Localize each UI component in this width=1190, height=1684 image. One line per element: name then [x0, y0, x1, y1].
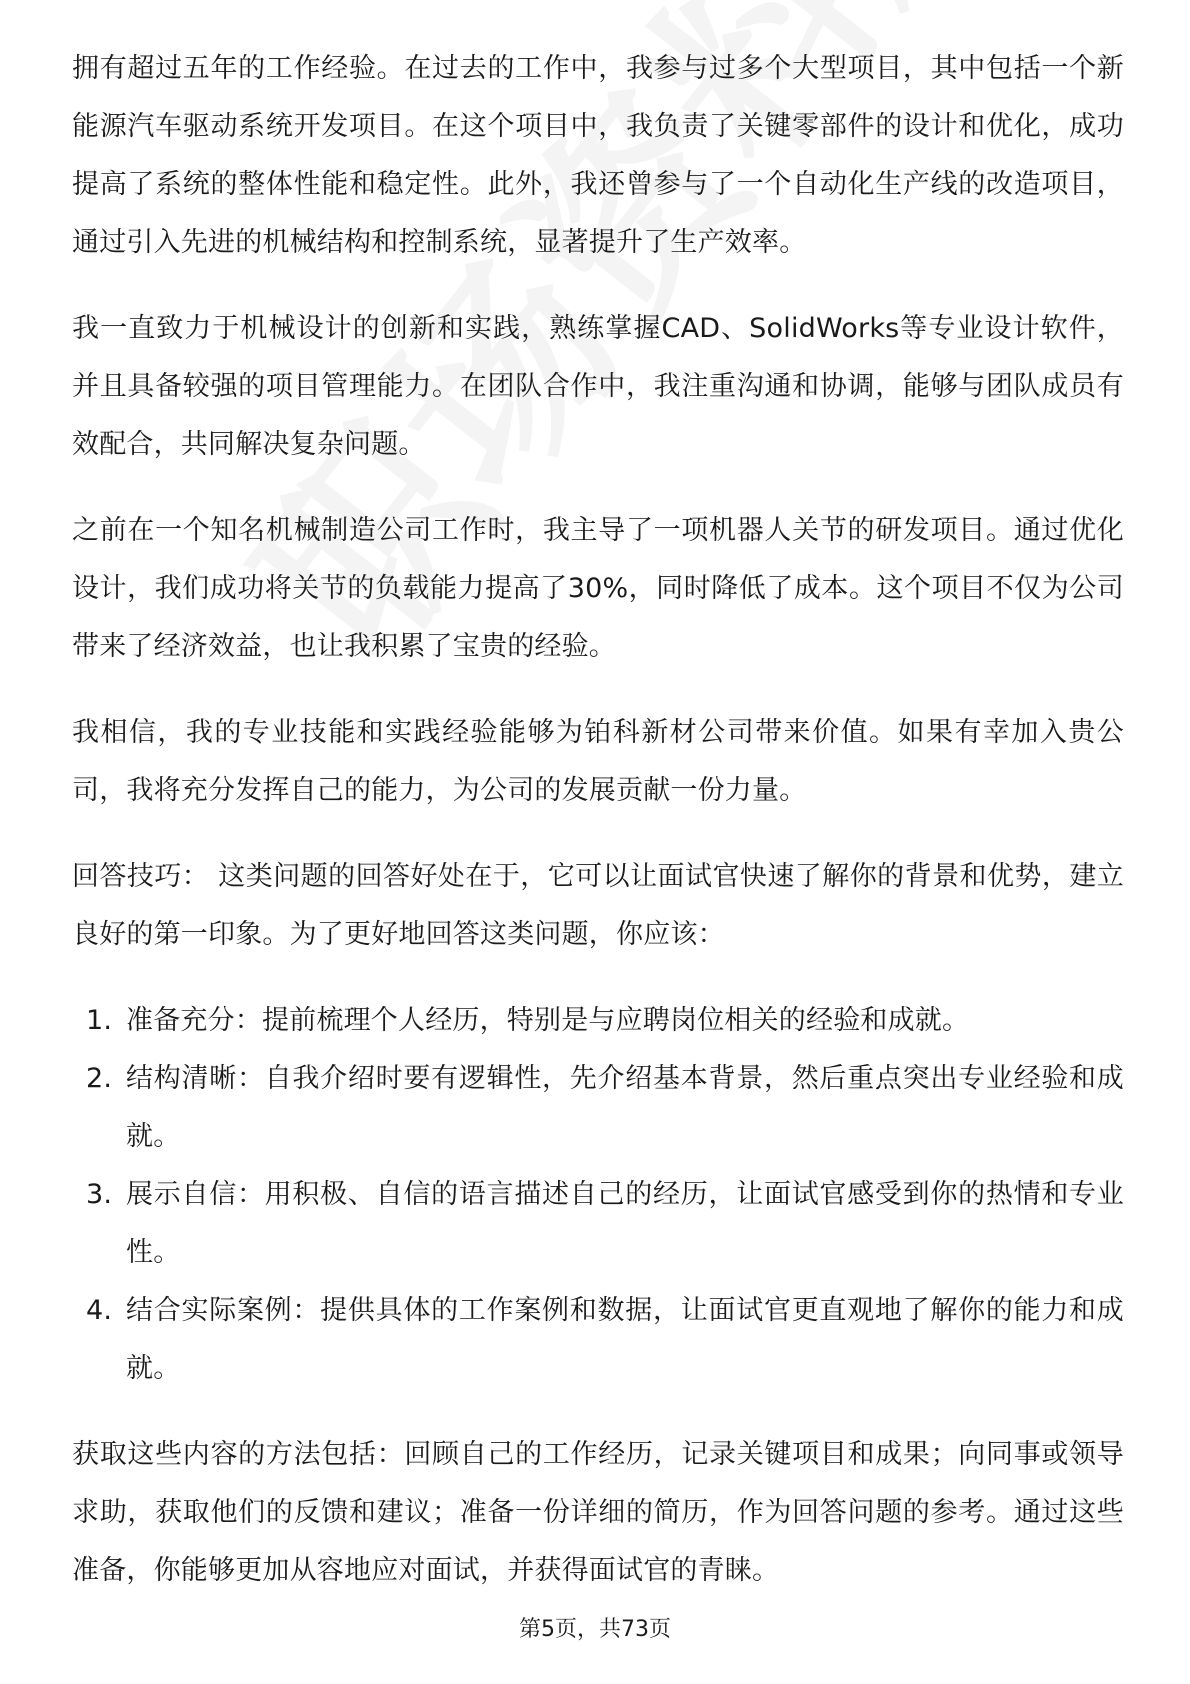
- list-item-text: 准备充分：提前梳理个人经历，特别是与应聘岗位相关的经验和成就。: [126, 1005, 970, 1036]
- list-item-number: 4.: [86, 1295, 113, 1326]
- list-item: [72, 1166, 1124, 1282]
- page-footer: 第5页，共73页: [519, 1617, 671, 1642]
- list-item-text: 结合实际案例：提供具体的工作案例和数据，让面试官更直观地了解你的能力和成就。: [126, 1295, 1124, 1384]
- list-item-text: 展示自信：用积极、自信的语言描述自己的经历，让面试官感受到你的热情和专业性。: [126, 1179, 1124, 1268]
- document-page: [72, 40, 1124, 1628]
- list-item-number: 3.: [86, 1179, 113, 1210]
- paragraph-tips: 回答技巧： 这类问题的回答好处在于，它可以让面试官快速了解你的背景和优势，建立良好的第一印象。为了更好地回答这类问题，你应该：: [72, 861, 1124, 950]
- paragraph-project: 之前在一个知名机械制造公司工作时，我主导了一项机器人关节的研发项目。通过优化设计，我们成功将关节的负载能力提高了30%，同时降低了成本。这个项目不仅为公司带来了经济效益，也让我积累了宝贵的经验。: [72, 515, 1124, 662]
- paragraph-experience: 拥有超过五年的工作经验。在过去的工作中，我参与过多个大型项目，其中包括一个新能源汽车驱动系统开发项目。在这个项目中，我负责了关键零部件的设计和优化，成功提高了系统的整体性能和稳定性。此外，我还曾参与了一个自动化生产线的改造项目，通过引入先进的机械结构和控制系统，显著提升了生产效率。: [72, 53, 1124, 258]
- list-item: [72, 1050, 1124, 1166]
- paragraph-value: 我相信，我的专业技能和实践经验能够为铂科新材公司带来价值。如果有幸加入贵公司，我将充分发挥自己的能力，为公司的发展贡献一份力量。: [72, 717, 1124, 806]
- paragraph-skills: 我一直致力于机械设计的创新和实践，熟练掌握CAD、SolidWorks等专业设计软件，并且具备较强的项目管理能力。在团队合作中，我注重沟通和协调，能够与团队成员有效配合，共同解决复杂问题。: [72, 313, 1124, 460]
- paragraph-closing: 获取这些内容的方法包括：回顾自己的工作经历，记录关键项目和成果；向同事或领导求助，获取他们的反馈和建议；准备一份详细的简历，作为回答问题的参考。通过这些准备，你能够更加从容地应对面试，并获得面试官的青睐。: [72, 1439, 1124, 1586]
- list-item-number: 2.: [86, 1063, 113, 1094]
- list-item: [72, 992, 1124, 1050]
- list-item-number: 1.: [86, 1005, 113, 1036]
- list-item-text: 结构清晰：自我介绍时要有逻辑性，先介绍基本背景，然后重点突出专业经验和成就。: [126, 1063, 1124, 1152]
- list-item: [72, 1282, 1124, 1398]
- tips-list: [72, 992, 1124, 1398]
